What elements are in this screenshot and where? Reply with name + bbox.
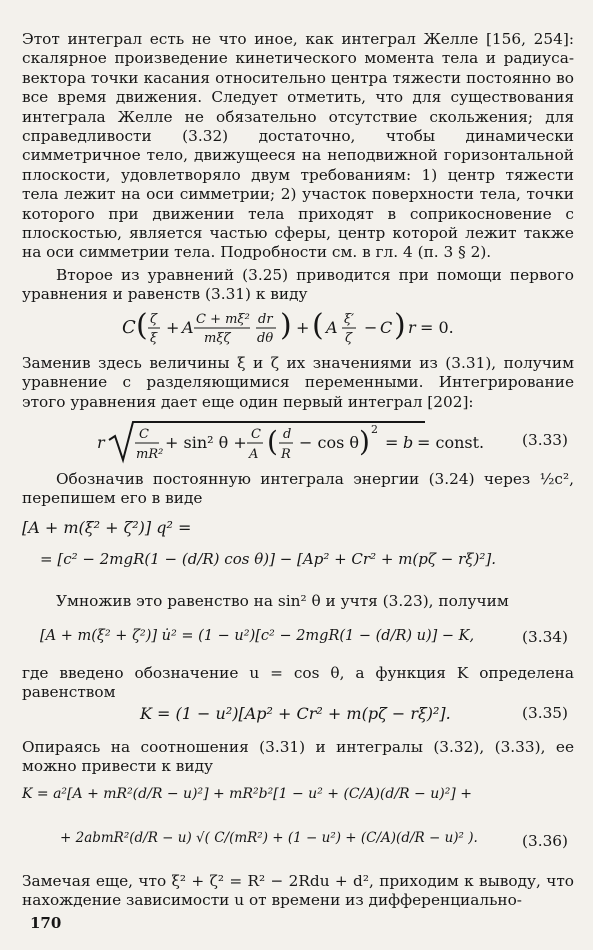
svg-text:mR²: mR² <box>136 447 164 462</box>
svg-text:ξ: ξ <box>150 331 158 346</box>
equation-3-35: K = (1 − u²)[Ap² + Cr² + m(pζ − rξ)²]. <box>140 704 451 723</box>
svg-text:C + mξ²: C + mξ² <box>196 312 250 327</box>
paragraph-conclusion: Замечая еще, что ξ² + ζ² = R² − 2Rdu + d², приходим к выводу, что нахождение зависимости u от времени из дифференциально- <box>22 872 574 910</box>
svg-text:ξ′: ξ′ <box>344 312 355 327</box>
paragraph-relations: Опираясь на соотношения (3.31) и интегралы (3.32), (3.33), ее можно привести к виду <box>22 738 574 776</box>
svg-text:(: ( <box>267 425 278 458</box>
svg-text:r: r <box>408 318 416 337</box>
svg-text:C: C <box>380 318 393 337</box>
paragraph-multiply-sin: Умножив это равенство на sin² θ и учтя (3.23), получим <box>56 592 509 610</box>
svg-text:= 0.: = 0. <box>420 318 454 337</box>
svg-text:R: R <box>281 447 291 462</box>
svg-text:ζ: ζ <box>345 331 353 346</box>
svg-text:A: A <box>326 318 338 337</box>
svg-text:C: C <box>139 427 149 442</box>
equation-number-3-35: (3.35) <box>522 704 568 722</box>
svg-text:−: − <box>364 318 378 337</box>
svg-text:b: b <box>403 433 414 452</box>
equation-3-33 <box>95 418 495 466</box>
svg-text:dr: dr <box>258 312 273 327</box>
svg-text:+: + <box>166 318 180 337</box>
svg-text:= const.: = const. <box>417 433 485 452</box>
svg-text:): ) <box>359 425 370 458</box>
equation-number-3-33: (3.33) <box>522 431 568 449</box>
svg-text:+: + <box>296 318 310 337</box>
svg-text:A: A <box>182 318 194 337</box>
svg-text:r: r <box>97 433 105 452</box>
svg-text:C: C <box>251 427 261 442</box>
svg-text:(: ( <box>312 308 324 343</box>
svg-text:A: A <box>249 447 259 462</box>
paragraph-substitution: Заменив здесь величины ξ и ζ их значениями из (3.31), получим уравнение с разделяющимися переменными. Интегрирование этого уравнения дает еще один первый интеграл [202]: <box>22 354 574 411</box>
equation-number-3-34: (3.34) <box>522 628 568 646</box>
svg-text:): ) <box>280 308 292 343</box>
equation-energy-line-1: [A + m(ξ² + ζ²)] q² = <box>22 518 192 537</box>
svg-text:ζ: ζ <box>150 312 158 327</box>
paragraph-jellett-integral: Этот интеграл есть не что иное, как интеграл Желле [156, 254]: скалярное произведение кинетического момента тела и радиуса-вектора точки касания относительно центра тяжести постоянно во все время движения. Следует отметить, что для существования интеграла Желле не обязательно отсутствие скольжения; для справедливости (3.32) достаточно, чтобы динамически симметричное тело, движущееся на неподвижной горизонтальной плоскости, удовлетворяло двум требованиям: 1) центр тяжести тела лежит на оси симметрии; 2) участок поверхности тела, точки которого при движении тела приходят в соприкосновение с плоскостью, является частью сферы, центр которой лежит также на оси симметрии тела. Подробности см. в гл. 4 (п. 3 § 2). <box>22 30 574 262</box>
svg-text:=: = <box>385 433 399 452</box>
svg-text:d: d <box>283 427 292 442</box>
paragraph-notation-u: где введено обозначение u = cos θ, а функция K определена равенством <box>22 664 574 702</box>
equation-number-3-36: (3.36) <box>522 832 568 850</box>
paragraph-energy-constant: Обозначив постоянную интеграла энергии (3.24) через ½c², перепишем его в виде <box>22 470 574 508</box>
svg-text:dθ: dθ <box>257 331 274 346</box>
svg-text:): ) <box>394 308 406 343</box>
equation-energy-line-2: = [c² − 2mgR(1 − (d/R) cos θ)] − [Ap² + Cr² + m(pζ − rξ)²]. <box>40 550 497 568</box>
svg-text:+ sin² θ +: + sin² θ + <box>165 433 247 452</box>
paragraph-second-equation: Второе из уравнений (3.25) приводится при помощи первого уравнения и равенств (3.31) к виду <box>22 266 574 304</box>
svg-text:− cos θ: − cos θ <box>299 433 360 452</box>
equation-3-36-line-2: + 2abmR²(d/R − u) √( C/(mR²) + (1 − u²) + (C/A)(d/R − u)² ). <box>60 830 478 846</box>
svg-text:mξζ: mξζ <box>204 331 231 346</box>
svg-text:C: C <box>122 317 136 338</box>
equation-3-36-line-1: K = a²[A + mR²(d/R − u)²] + mR²b²[1 − u² + (C/A)(d/R − u)²] + <box>22 786 472 802</box>
page-number: 170 <box>30 914 62 932</box>
equation-unnumbered-1 <box>120 305 500 349</box>
equation-3-34: [A + m(ξ² + ζ²)] u̇² = (1 − u²)[c² − 2mgR(1 − (d/R) u)] − K, <box>40 628 475 644</box>
svg-text:2: 2 <box>371 423 378 436</box>
svg-text:(: ( <box>136 308 148 343</box>
